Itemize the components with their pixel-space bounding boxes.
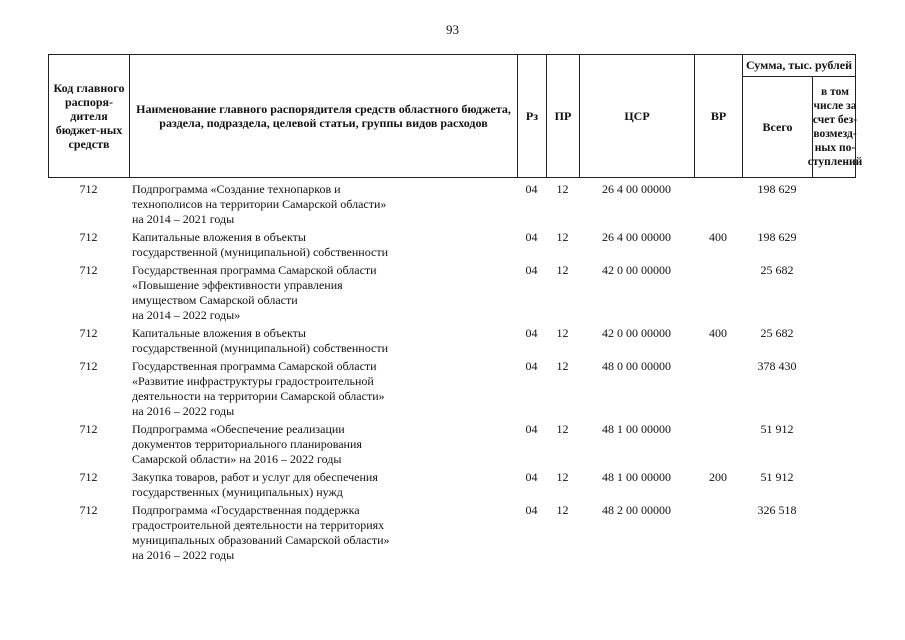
cell-csr: 48 1 00 00000 bbox=[602, 422, 671, 436]
cell-pr: 12 bbox=[556, 263, 569, 277]
cell-total: 326 518 bbox=[757, 503, 797, 517]
cell-rz: 04 bbox=[525, 503, 538, 517]
table-row bbox=[48, 422, 856, 467]
cell-csr: 26 4 00 00000 bbox=[602, 230, 671, 244]
table-row bbox=[48, 263, 856, 323]
header-name: Наименование главного распорядителя средств областного бюджета, раздела, подраздела, целевой статьи, группы видов расходов bbox=[129, 55, 517, 177]
cell-rz: 04 bbox=[525, 422, 538, 436]
table-row bbox=[48, 230, 856, 260]
table-row bbox=[48, 470, 856, 500]
cell-pr: 12 bbox=[556, 182, 569, 196]
cell-csr: 42 0 00 00000 bbox=[602, 263, 671, 277]
cell-name: Закупка товаров, работ и услуг для обеспечения государственных (муниципальных) нужд bbox=[132, 470, 378, 499]
table-row bbox=[48, 182, 856, 227]
cell-code: 712 bbox=[79, 503, 98, 517]
cell-total: 198 629 bbox=[757, 230, 797, 244]
cell-code: 712 bbox=[79, 470, 98, 484]
cell-name: Капитальные вложения в объекты государственной (муниципальной) собственности bbox=[132, 230, 389, 259]
cell-total: 378 430 bbox=[757, 359, 797, 373]
header-code: Код главного распоря-дителя бюджет-ных средств bbox=[48, 55, 129, 177]
cell-rz: 04 bbox=[525, 359, 538, 373]
cell-pr: 12 bbox=[556, 359, 569, 373]
cell-rz: 04 bbox=[525, 230, 538, 244]
cell-code: 712 bbox=[79, 422, 98, 436]
header-vr: ВР bbox=[694, 55, 742, 177]
cell-name: Государственная программа Самарской области «Развитие инфраструктуры градостроительной деятельности на территории Самарской области» на 2016 – 2022 годы bbox=[132, 359, 385, 418]
cell-csr: 48 2 00 00000 bbox=[602, 503, 671, 517]
cell-code: 712 bbox=[79, 230, 98, 244]
cell-pr: 12 bbox=[556, 422, 569, 436]
table-body bbox=[48, 182, 856, 563]
table-row bbox=[48, 326, 856, 356]
header-pr: ПР bbox=[546, 55, 579, 177]
cell-name: Подпрограмма «Обеспечение реализации документов территориального планирования Самарской области» на 2016 – 2022 годы bbox=[132, 422, 362, 466]
header-sum-title: Сумма, тыс. рублей bbox=[743, 55, 855, 77]
cell-code: 712 bbox=[79, 326, 98, 340]
header-sum-total: Всего bbox=[743, 77, 813, 177]
cell-rz: 04 bbox=[525, 182, 538, 196]
cell-name: Подпрограмма «Создание технопарков и технополисов на территории Самарской области» на 2014 – 2021 годы bbox=[132, 182, 387, 226]
cell-pr: 12 bbox=[556, 230, 569, 244]
cell-rz: 04 bbox=[525, 326, 538, 340]
table-row bbox=[48, 503, 856, 563]
cell-pr: 12 bbox=[556, 470, 569, 484]
cell-vr: 400 bbox=[709, 230, 727, 244]
cell-pr: 12 bbox=[556, 326, 569, 340]
header-rz: Рз bbox=[517, 55, 546, 177]
header-csr: ЦСР bbox=[579, 55, 694, 177]
cell-name: Капитальные вложения в объекты государственной (муниципальной) собственности bbox=[132, 326, 389, 355]
cell-name: Подпрограмма «Государственная поддержка градостроительной деятельности на территориях муниципальных образований Самарской области» на 2016 – 2022 годы bbox=[132, 503, 390, 562]
cell-rz: 04 bbox=[525, 263, 538, 277]
table-row bbox=[48, 359, 856, 419]
cell-rz: 04 bbox=[525, 470, 538, 484]
cell-csr: 48 0 00 00000 bbox=[602, 359, 671, 373]
cell-code: 712 bbox=[79, 182, 98, 196]
cell-code: 712 bbox=[79, 359, 98, 373]
cell-code: 712 bbox=[79, 263, 98, 277]
cell-csr: 42 0 00 00000 bbox=[602, 326, 671, 340]
budget-table bbox=[48, 54, 863, 563]
cell-total: 25 682 bbox=[760, 263, 794, 277]
cell-vr: 200 bbox=[709, 470, 727, 484]
cell-vr: 400 bbox=[709, 326, 727, 340]
cell-name: Государственная программа Самарской области «Повышение эффективности управления имуществом Самарской области на 2014 – 2022 годы» bbox=[132, 263, 377, 322]
header-sum-group bbox=[742, 55, 863, 177]
cell-total: 198 629 bbox=[757, 182, 797, 196]
cell-total: 51 912 bbox=[760, 470, 794, 484]
cell-total: 25 682 bbox=[760, 326, 794, 340]
cell-total: 51 912 bbox=[760, 422, 794, 436]
page-number: 93 bbox=[446, 22, 459, 37]
header-sum-free: в том числе за счет без-возмезд-ных по-ступлений bbox=[807, 86, 863, 168]
cell-pr: 12 bbox=[556, 503, 569, 517]
cell-csr: 48 1 00 00000 bbox=[602, 470, 671, 484]
cell-csr: 26 4 00 00000 bbox=[602, 182, 671, 196]
table-header bbox=[48, 54, 863, 178]
